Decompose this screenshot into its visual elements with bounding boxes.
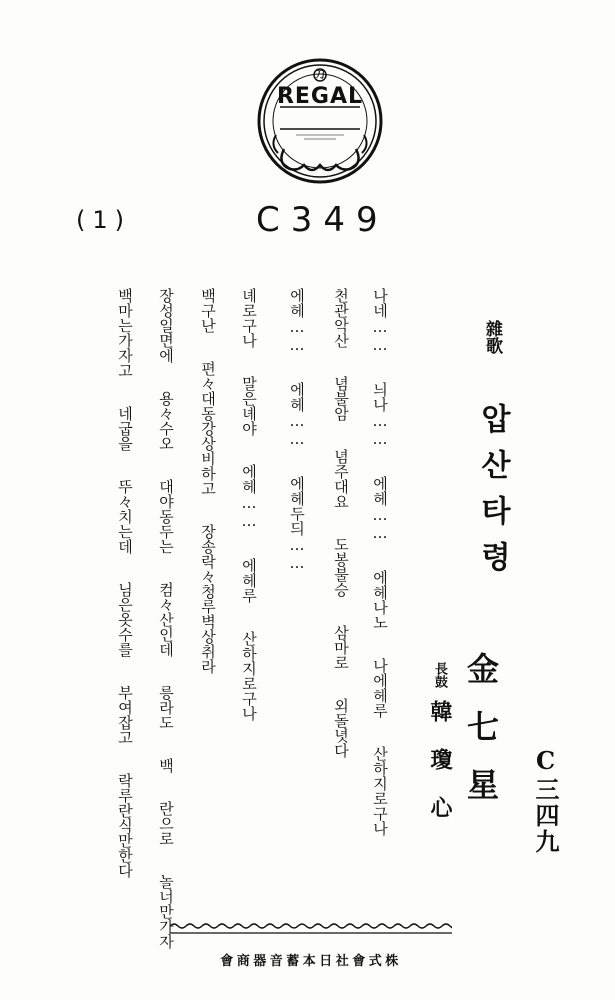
lyric-line-7: 백마는가자고 네굽을 뚜々치는데 님은옷수를 부여잡고 락루란식만한다 — [116, 288, 134, 878]
lyric-line-1: 나네…… 늬나…… 에헤…… 에헤나노 나에헤루 산하지로구나 — [371, 288, 389, 836]
lyric-line-3: 에헤…… 에헤…… 에헤두듸…… — [288, 288, 306, 572]
lyric-line-6: 장성일면에 용々수오 대야동두는 컴々산인데 릉라도 백 란으로 놀너만가자 — [157, 288, 175, 949]
genre-label: 雜歌 — [482, 320, 502, 354]
accompanist-name: 韓瓊心 — [427, 700, 453, 844]
song-title: 압산타령 — [475, 403, 510, 587]
disc-side-number: (1) — [76, 206, 131, 234]
catalog-number: C349 — [256, 200, 389, 240]
footer-wavy-rule — [170, 922, 452, 936]
catalog-number-vertical: C三四九 — [531, 746, 560, 855]
publisher-name: 株式會社日本蓄音器商會 — [220, 954, 402, 969]
accompanist-role: 長鼓 — [432, 662, 447, 688]
lyric-line-4: 녜로구나 말은녜야 에헤…… 에헤루 산하지로구나 — [240, 288, 258, 721]
logo-brand-text: REGAL — [276, 84, 364, 109]
performer-name: 金七星 — [462, 652, 500, 826]
logo-monogram: 刀 — [315, 70, 325, 81]
lyric-line-2: 천관악산 념불암 념주대요 도봉불승 삼마로 외돌녓다 — [332, 288, 350, 758]
lyric-line-5: 백구난 편々대동강상비하고 장송락々청루벽상취라 — [199, 288, 217, 674]
